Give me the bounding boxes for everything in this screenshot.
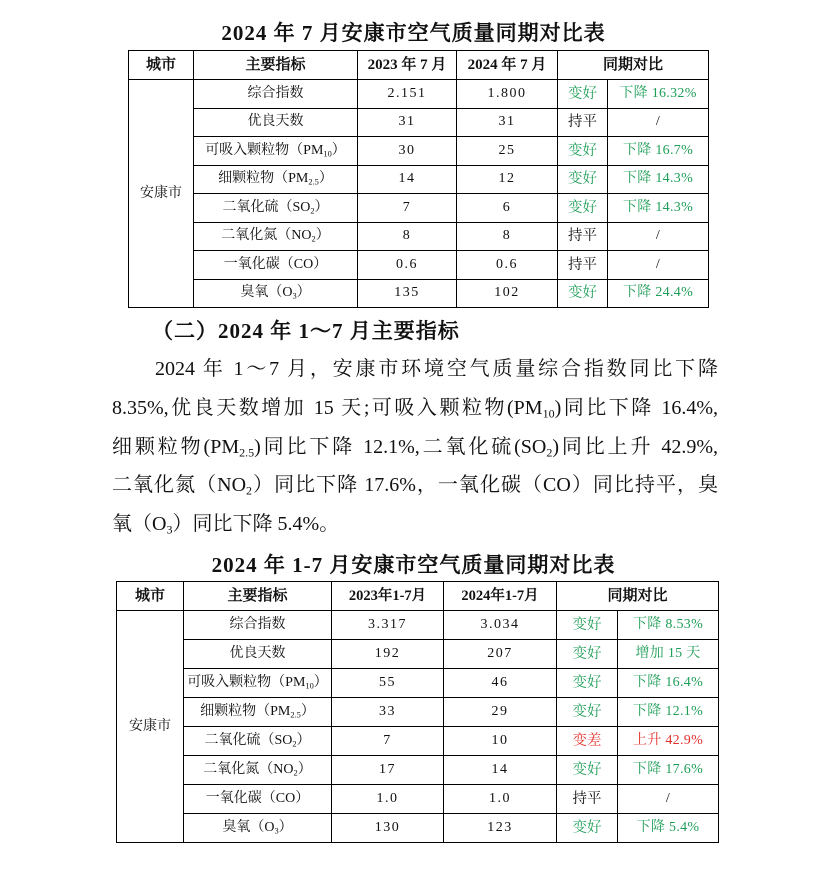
- indicator-label: 优良天数: [247, 114, 304, 130]
- summary-paragraph: [112, 350, 718, 544]
- indicator-label: 可吸入颗粒物（PM: [205, 142, 324, 158]
- city-cell: 安康市: [129, 80, 194, 308]
- trend-label: 变差: [557, 727, 618, 756]
- indicator-cell: [184, 698, 332, 727]
- trend-label: 变好: [557, 756, 618, 785]
- prev-value: 2.151: [358, 80, 457, 109]
- trend-label: 持平: [558, 251, 608, 280]
- change-value: 下降 8.53%: [618, 611, 719, 640]
- change-value: /: [608, 251, 709, 280]
- city-cell: 安康市: [117, 611, 184, 843]
- change-value: 下降 14.3%: [608, 165, 709, 194]
- indicator-cell: [194, 165, 358, 194]
- trend-label: 持平: [558, 222, 608, 251]
- header-city: 城市: [129, 51, 194, 80]
- indicator-cell: [194, 137, 358, 166]
- curr-value: 46: [444, 669, 557, 698]
- table1-monthly-comparison: [128, 50, 709, 308]
- header-prev-period: 2023年1-7月: [332, 582, 444, 611]
- trend-label: 变好: [558, 137, 608, 166]
- change-value: 上升 42.9%: [618, 727, 719, 756]
- paragraph-subscript: 3: [166, 522, 173, 537]
- indicator-subscript: 2.5: [308, 177, 319, 187]
- indicator-label: 优良天数: [229, 646, 286, 661]
- curr-value: 29: [444, 698, 557, 727]
- table-row: [117, 814, 719, 843]
- table1-header-row: [129, 51, 709, 80]
- table-row: [117, 698, 719, 727]
- curr-value: 1.0: [444, 785, 557, 814]
- indicator-label: 综合指数: [247, 85, 304, 101]
- section-heading: （二）2024 年 1～7 月主要指标: [152, 319, 460, 343]
- curr-value: 3.034: [444, 611, 557, 640]
- change-value: 增加 15 天: [618, 640, 719, 669]
- table2-title: 2024 年 1-7 月安康市空气质量同期对比表: [211, 553, 616, 577]
- prev-value: 31: [358, 108, 457, 137]
- indicator-subscript: 2: [311, 234, 316, 244]
- header-city: 城市: [117, 582, 184, 611]
- paragraph-text: )同比下降 16.4%,: [554, 396, 718, 419]
- curr-value: 1.800: [457, 80, 558, 109]
- header-prev-period: 2023 年 7 月: [358, 51, 457, 80]
- curr-value: 14: [444, 756, 557, 785]
- header-indicator: 主要指标: [184, 582, 332, 611]
- indicator-label: 臭氧（O: [222, 820, 275, 835]
- indicator-subscript: 10: [305, 681, 314, 691]
- trend-label: 变好: [557, 698, 618, 727]
- indicator-subscript: 10: [323, 149, 332, 159]
- change-value: 下降 17.6%: [618, 756, 719, 785]
- indicator-subscript: 2: [293, 768, 298, 778]
- trend-label: 变好: [558, 80, 608, 109]
- trend-label: 持平: [558, 108, 608, 137]
- table-row: [129, 222, 709, 251]
- paragraph-text: 细颗粒物(PM: [112, 435, 240, 458]
- paragraph-line: [112, 428, 718, 467]
- change-value: 下降 12.1%: [618, 698, 719, 727]
- indicator-cell: [194, 108, 358, 137]
- change-value: 下降 16.4%: [618, 669, 719, 698]
- indicator-label: 一氧化碳（CO）: [223, 256, 328, 272]
- paragraph-subscript: 10: [542, 406, 555, 421]
- change-value: 下降 16.7%: [608, 137, 709, 166]
- paragraph-line: [112, 350, 718, 389]
- curr-value: 0.6: [457, 251, 558, 280]
- prev-value: 192: [332, 640, 444, 669]
- indicator-label: 细颗粒物（PM: [218, 171, 309, 187]
- indicator-label-tail: ）: [315, 228, 330, 244]
- trend-label: 变好: [557, 669, 618, 698]
- indicator-label: 细颗粒物（PM: [200, 704, 291, 719]
- table-row: [117, 640, 719, 669]
- indicator-label: 可吸入颗粒物（PM: [187, 675, 306, 690]
- table2-header-row: [117, 582, 719, 611]
- curr-value: 12: [457, 165, 558, 194]
- change-value: 下降 24.4%: [608, 279, 709, 308]
- indicator-label-tail: ）: [313, 675, 328, 690]
- table-row: [129, 279, 709, 308]
- prev-value: 3.317: [332, 611, 444, 640]
- indicator-cell: [194, 251, 358, 280]
- header-curr-period: 2024年1-7月: [444, 582, 557, 611]
- indicator-label-tail: ）: [297, 762, 312, 777]
- indicator-cell: [194, 222, 358, 251]
- change-value: /: [608, 108, 709, 137]
- indicator-label: 二氧化氮（NO: [221, 228, 312, 244]
- trend-label: 变好: [558, 194, 608, 223]
- table-row: [129, 165, 709, 194]
- paragraph-subscript: 2.5: [239, 445, 255, 460]
- trend-label: 变好: [558, 279, 608, 308]
- indicator-label: 一氧化碳（CO）: [205, 791, 310, 806]
- paragraph-text: ）同比下降 5.4%。: [172, 513, 340, 536]
- table-row: [117, 611, 719, 640]
- trend-label: 变好: [558, 165, 608, 194]
- table-row: [129, 194, 709, 223]
- indicator-subscript: 3: [292, 291, 297, 301]
- indicator-cell: [184, 640, 332, 669]
- indicator-label-tail: ）: [278, 820, 293, 835]
- prev-value: 7: [332, 727, 444, 756]
- indicator-cell: [194, 279, 358, 308]
- paragraph-text: 二氧化氮（NO: [112, 474, 247, 497]
- paragraph-line: [112, 505, 718, 544]
- prev-value: 30: [358, 137, 457, 166]
- table-row: [117, 785, 719, 814]
- indicator-subscript: 2: [292, 739, 297, 749]
- table-row: [117, 756, 719, 785]
- indicator-label: 二氧化硫（SO: [204, 733, 293, 748]
- curr-value: 8: [457, 222, 558, 251]
- trend-label: 变好: [557, 640, 618, 669]
- indicator-cell: [184, 727, 332, 756]
- table-row: [117, 727, 719, 756]
- header-compare: 同期对比: [558, 51, 709, 80]
- indicator-subscript: 3: [274, 826, 279, 836]
- paragraph-line: [112, 466, 718, 505]
- prev-value: 0.6: [358, 251, 457, 280]
- table2-ytd-comparison: [116, 581, 719, 843]
- indicator-cell: [184, 814, 332, 843]
- indicator-label: 综合指数: [229, 617, 286, 632]
- curr-value: 6: [457, 194, 558, 223]
- indicator-cell: [184, 756, 332, 785]
- indicator-label-tail: ）: [314, 199, 329, 215]
- prev-value: 17: [332, 756, 444, 785]
- indicator-label-tail: ）: [300, 704, 315, 719]
- change-value: 下降 16.32%: [608, 80, 709, 109]
- paragraph-text: )同比下降 12.1%,二氧化硫(SO: [254, 435, 547, 458]
- paragraph-line: [112, 389, 718, 428]
- indicator-subscript: 2.5: [290, 710, 301, 720]
- trend-label: 持平: [557, 785, 618, 814]
- prev-value: 7: [358, 194, 457, 223]
- change-value: /: [608, 222, 709, 251]
- table-row: [129, 108, 709, 137]
- indicator-cell: [184, 669, 332, 698]
- curr-value: 31: [457, 108, 558, 137]
- curr-value: 25: [457, 137, 558, 166]
- table-row: [117, 669, 719, 698]
- change-value: /: [618, 785, 719, 814]
- paragraph-text: ）同比下降 17.6%，一氧化碳（CO）同比持平，臭: [252, 474, 718, 497]
- prev-value: 135: [358, 279, 457, 308]
- paragraph-subscript: 2: [246, 483, 253, 498]
- table-row: [129, 80, 709, 109]
- indicator-label-tail: ）: [331, 142, 346, 158]
- indicator-label-tail: ）: [296, 285, 311, 301]
- change-value: 下降 5.4%: [618, 814, 719, 843]
- curr-value: 207: [444, 640, 557, 669]
- curr-value: 123: [444, 814, 557, 843]
- indicator-label: 二氧化硫（SO: [222, 199, 311, 215]
- table1-title: 2024 年 7 月安康市空气质量同期对比表: [221, 21, 606, 45]
- indicator-cell: [184, 611, 332, 640]
- paragraph-text: )同比上升 42.9%,: [552, 435, 718, 458]
- prev-value: 8: [358, 222, 457, 251]
- indicator-cell: [194, 194, 358, 223]
- curr-value: 102: [457, 279, 558, 308]
- trend-label: 变好: [557, 814, 618, 843]
- paragraph-subscript: 2: [546, 445, 553, 460]
- header-compare: 同期对比: [557, 582, 719, 611]
- prev-value: 130: [332, 814, 444, 843]
- paragraph-text: 8.35%,优良天数增加 15 天;可吸入颗粒物(PM: [112, 396, 543, 419]
- prev-value: 14: [358, 165, 457, 194]
- header-indicator: 主要指标: [194, 51, 358, 80]
- paragraph-text: 氧（O: [112, 513, 167, 536]
- table-row: [129, 251, 709, 280]
- indicator-cell: [184, 785, 332, 814]
- indicator-label-tail: ）: [296, 733, 311, 748]
- indicator-label-tail: ）: [318, 171, 333, 187]
- prev-value: 1.0: [332, 785, 444, 814]
- curr-value: 10: [444, 727, 557, 756]
- table-row: [129, 137, 709, 166]
- prev-value: 55: [332, 669, 444, 698]
- indicator-cell: [194, 80, 358, 109]
- indicator-label: 二氧化氮（NO: [203, 762, 294, 777]
- indicator-subscript: 2: [310, 206, 315, 216]
- change-value: 下降 14.3%: [608, 194, 709, 223]
- prev-value: 33: [332, 698, 444, 727]
- indicator-label: 臭氧（O: [240, 285, 293, 301]
- paragraph-text: 2024 年 1～7 月，安康市环境空气质量综合指数同比下降: [155, 358, 718, 380]
- trend-label: 变好: [557, 611, 618, 640]
- header-curr-period: 2024 年 7 月: [457, 51, 558, 80]
